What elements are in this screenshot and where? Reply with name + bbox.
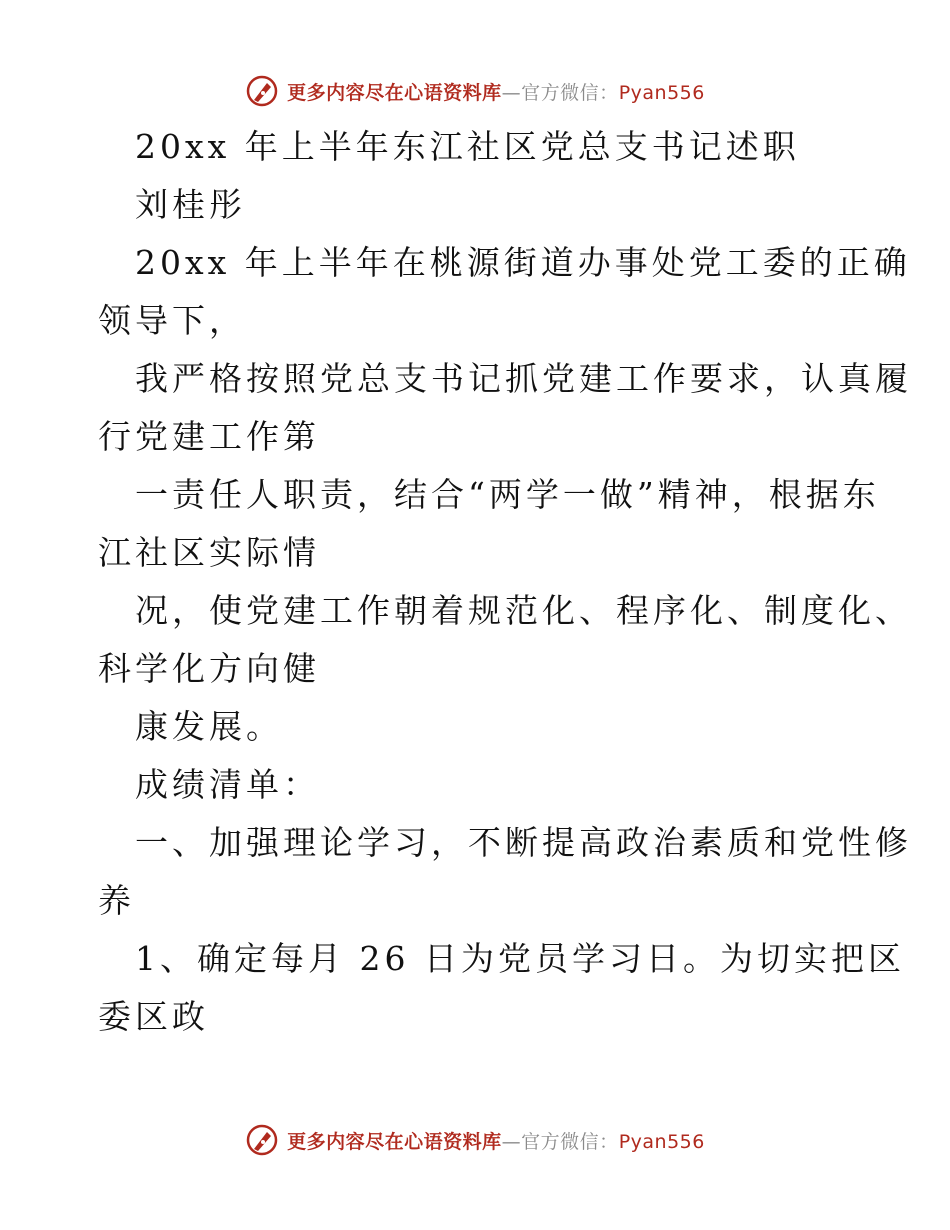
paragraph-line: 行党建工作第 (98, 417, 320, 456)
footer-banner-dash: — (501, 1130, 522, 1153)
paragraph-line: 20xx 年上半年在桃源街道办事处党工委的正确 (135, 243, 911, 282)
paragraph-line: 我严格按照党总支书记抓党建工作要求，认真履 (135, 359, 912, 398)
header-banner-dash: — (501, 81, 522, 104)
header-banner (0, 71, 950, 111)
document-author: 刘桂彤 (135, 185, 246, 224)
pen-nib-logo-icon (245, 74, 279, 108)
paragraph-line: 1、确定每月 26 日为党员学习日。为切实把区 (135, 939, 905, 978)
paragraph-line: 养 (98, 881, 135, 920)
paragraph-line: 领导下， (98, 301, 246, 340)
paragraph-line: 况，使党建工作朝着规范化、程序化、制度化、 (135, 591, 912, 630)
paragraph-line: 一责任人职责，结合“两学一做”精神，根据东 (135, 475, 880, 514)
paragraph-line: 江社区实际情 (98, 533, 320, 572)
paragraph-line: 科学化方向健 (98, 649, 320, 688)
footer-banner-wechat-id: Pyan556 (618, 1130, 705, 1153)
section-heading: 成绩清单： (135, 765, 320, 804)
paragraph-line: 委区政 (98, 997, 209, 1036)
header-banner-main: 更多内容尽在心语资料库 (287, 81, 502, 104)
header-banner-wechat-label: 官方微信： (521, 81, 619, 104)
footer-banner-wechat-label: 官方微信： (521, 1130, 619, 1153)
footer-banner-main: 更多内容尽在心语资料库 (287, 1130, 502, 1153)
section-heading: 一、加强理论学习，不断提高政治素质和党性修 (135, 823, 912, 862)
pen-nib-logo-icon (245, 1123, 279, 1157)
header-banner-text (287, 78, 705, 105)
paragraph-line: 康发展。 (135, 707, 283, 746)
footer-banner-text (287, 1127, 705, 1154)
footer-banner (0, 1120, 950, 1160)
document-title: 20xx 年上半年东江社区党总支书记述职 (135, 127, 800, 166)
document-body (98, 118, 912, 1046)
header-banner-wechat-id: Pyan556 (618, 81, 705, 104)
